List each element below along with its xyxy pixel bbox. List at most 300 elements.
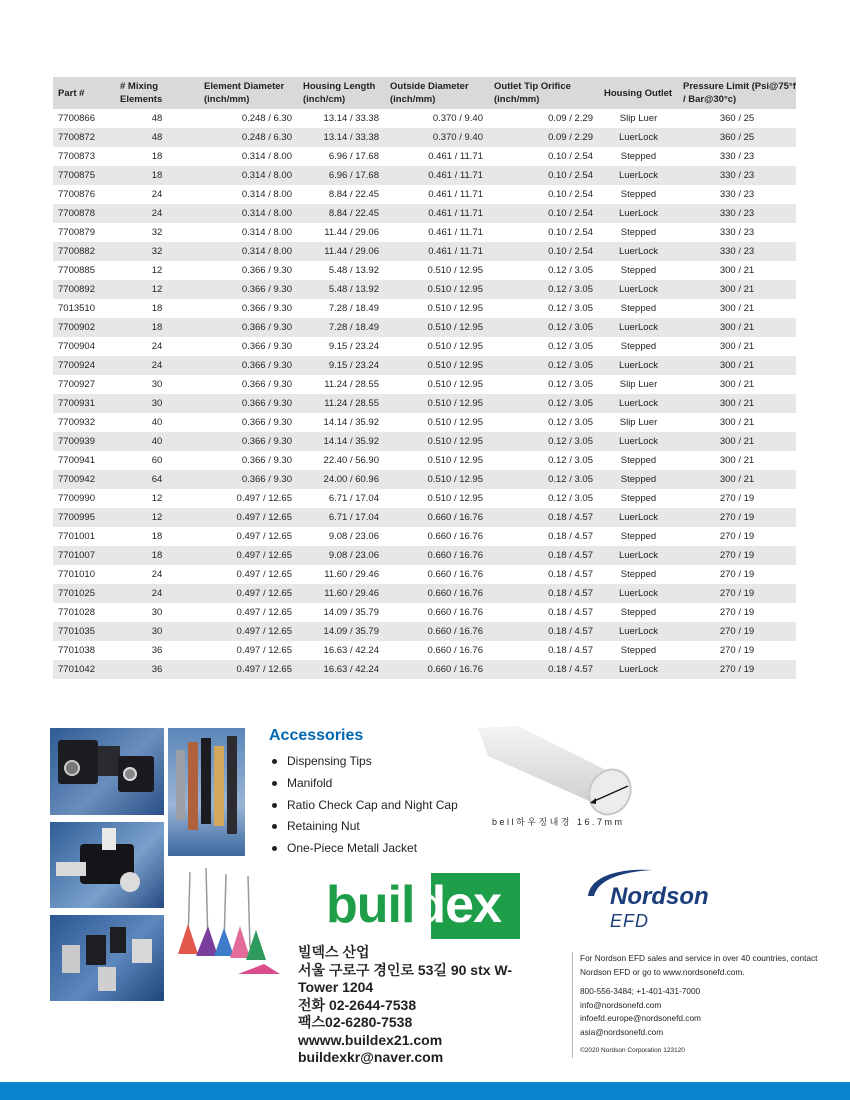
nordson-email[interactable]: info@nordsonefd.com xyxy=(580,999,662,1010)
cell-outside-diameter: 0.660 / 16.76 xyxy=(385,660,489,679)
cell-pressure-limit: 300 / 21 xyxy=(678,318,796,337)
cell-outlet-tip-orifice: 0.09 / 2.29 xyxy=(489,109,599,128)
cell-part: 7700939 xyxy=(53,432,115,451)
cell-part: 7700931 xyxy=(53,394,115,413)
cell-housing-outlet: LuerLock xyxy=(599,166,678,185)
retaining-nut-tubes-photo xyxy=(168,728,245,856)
cell-outside-diameter: 0.461 / 11.71 xyxy=(385,166,489,185)
cell-part: 7700879 xyxy=(53,223,115,242)
cell-housing-length: 24.00 / 60.96 xyxy=(298,470,385,489)
cell-mixing-elements: 12 xyxy=(115,261,199,280)
table-row xyxy=(53,565,796,584)
cell-part: 7700875 xyxy=(53,166,115,185)
cell-pressure-limit: 360 / 25 xyxy=(678,109,796,128)
cell-outlet-tip-orifice: 0.12 / 3.05 xyxy=(489,394,599,413)
cell-outlet-tip-orifice: 0.18 / 4.57 xyxy=(489,641,599,660)
cell-part: 7700941 xyxy=(53,451,115,470)
cell-mixing-elements: 24 xyxy=(115,185,199,204)
cell-outlet-tip-orifice: 0.18 / 4.57 xyxy=(489,546,599,565)
cell-pressure-limit: 300 / 21 xyxy=(678,432,796,451)
cell-part: 7013510 xyxy=(53,299,115,318)
cell-part: 7701010 xyxy=(53,565,115,584)
header-housing-length: Housing Length (inch/cm) xyxy=(298,77,385,109)
cell-element-diameter: 0.314 / 8.00 xyxy=(199,166,298,185)
cell-element-diameter: 0.497 / 12.65 xyxy=(199,603,298,622)
cell-housing-length: 8.84 / 22.45 xyxy=(298,185,385,204)
cell-housing-length: 6.96 / 17.68 xyxy=(298,147,385,166)
cell-outlet-tip-orifice: 0.18 / 4.57 xyxy=(489,603,599,622)
table-row xyxy=(53,375,796,394)
table-row xyxy=(53,432,796,451)
cell-outlet-tip-orifice: 0.18 / 4.57 xyxy=(489,527,599,546)
cell-housing-length: 11.24 / 28.55 xyxy=(298,394,385,413)
cell-outlet-tip-orifice: 0.18 / 4.57 xyxy=(489,660,599,679)
cell-outlet-tip-orifice: 0.18 / 4.57 xyxy=(489,584,599,603)
cell-mixing-elements: 40 xyxy=(115,432,199,451)
buildex-logo-text-b: dex xyxy=(414,876,502,934)
cell-housing-outlet: LuerLock xyxy=(599,622,678,641)
cell-housing-length: 14.14 / 35.92 xyxy=(298,432,385,451)
cell-housing-outlet: Slip Luer xyxy=(599,413,678,432)
table-row xyxy=(53,337,796,356)
nordson-intro: For Nordson EFD sales and service in over 40 countries, contact Nordson EFD or go to www.nordsonefd.com. xyxy=(580,953,818,977)
cell-housing-length: 9.15 / 23.24 xyxy=(298,337,385,356)
cell-outside-diameter: 0.510 / 12.95 xyxy=(385,299,489,318)
cell-pressure-limit: 300 / 21 xyxy=(678,394,796,413)
cell-housing-outlet: Stepped xyxy=(599,603,678,622)
accessories-title: Accessories xyxy=(269,727,364,744)
cell-outlet-tip-orifice: 0.18 / 4.57 xyxy=(489,565,599,584)
cell-pressure-limit: 300 / 21 xyxy=(678,375,796,394)
buildex-website[interactable]: wwww.buildex21.com xyxy=(298,1031,443,1048)
cell-pressure-limit: 300 / 21 xyxy=(678,337,796,356)
cell-housing-length: 11.24 / 28.55 xyxy=(298,375,385,394)
cell-element-diameter: 0.366 / 9.30 xyxy=(199,318,298,337)
cell-pressure-limit: 330 / 23 xyxy=(678,204,796,223)
cell-outlet-tip-orifice: 0.10 / 2.54 xyxy=(489,166,599,185)
cell-housing-outlet: Stepped xyxy=(599,451,678,470)
table-row xyxy=(53,109,796,128)
cell-mixing-elements: 12 xyxy=(115,280,199,299)
cell-housing-length: 6.71 / 17.04 xyxy=(298,508,385,527)
buildex-logo xyxy=(326,873,520,939)
table-row xyxy=(53,261,796,280)
table-row xyxy=(53,394,796,413)
cell-mixing-elements: 24 xyxy=(115,565,199,584)
cell-element-diameter: 0.497 / 12.65 xyxy=(199,508,298,527)
bell-housing-photo xyxy=(478,726,638,826)
cell-outside-diameter: 0.510 / 12.95 xyxy=(385,394,489,413)
cell-pressure-limit: 330 / 23 xyxy=(678,166,796,185)
cell-housing-outlet: Stepped xyxy=(599,641,678,660)
cell-pressure-limit: 300 / 21 xyxy=(678,413,796,432)
cell-pressure-limit: 330 / 23 xyxy=(678,147,796,166)
table-row xyxy=(53,128,796,147)
cell-element-diameter: 0.497 / 12.65 xyxy=(199,660,298,679)
buildex-address-line-2: Tower 1204 xyxy=(298,979,374,995)
mixer-block-photo xyxy=(50,728,164,815)
cell-housing-outlet: LuerLock xyxy=(599,432,678,451)
manifold-photo xyxy=(50,822,164,908)
cell-housing-outlet: Stepped xyxy=(599,261,678,280)
table-row xyxy=(53,413,796,432)
cell-mixing-elements: 12 xyxy=(115,508,199,527)
cell-mixing-elements: 18 xyxy=(115,166,199,185)
cell-pressure-limit: 300 / 21 xyxy=(678,470,796,489)
cell-mixing-elements: 48 xyxy=(115,109,199,128)
buildex-fax: 팩스02-6280-7538 xyxy=(298,1014,413,1030)
accessories-list xyxy=(270,752,458,861)
cell-housing-outlet: Stepped xyxy=(599,147,678,166)
cell-mixing-elements: 24 xyxy=(115,204,199,223)
cell-outside-diameter: 0.510 / 12.95 xyxy=(385,280,489,299)
cell-mixing-elements: 32 xyxy=(115,223,199,242)
buildex-company-name: 빌덱스 산업 xyxy=(298,944,370,960)
cell-element-diameter: 0.314 / 8.00 xyxy=(199,185,298,204)
cell-housing-outlet: LuerLock xyxy=(599,508,678,527)
cell-housing-length: 9.08 / 23.06 xyxy=(298,546,385,565)
cell-mixing-elements: 18 xyxy=(115,147,199,166)
cell-housing-length: 6.96 / 17.68 xyxy=(298,166,385,185)
cell-outside-diameter: 0.510 / 12.95 xyxy=(385,356,489,375)
cell-outside-diameter: 0.660 / 16.76 xyxy=(385,565,489,584)
cell-outlet-tip-orifice: 0.12 / 3.05 xyxy=(489,432,599,451)
cell-outside-diameter: 0.660 / 16.76 xyxy=(385,584,489,603)
cell-housing-length: 22.40 / 56.90 xyxy=(298,451,385,470)
cell-element-diameter: 0.366 / 9.30 xyxy=(199,413,298,432)
buildex-phone: 전화 02-2644-7538 xyxy=(298,996,417,1013)
cell-element-diameter: 0.314 / 8.00 xyxy=(199,204,298,223)
cell-outside-diameter: 0.660 / 16.76 xyxy=(385,508,489,527)
cell-part: 7700882 xyxy=(53,242,115,261)
cell-housing-length: 6.71 / 17.04 xyxy=(298,489,385,508)
cell-element-diameter: 0.314 / 8.00 xyxy=(199,147,298,166)
cell-mixing-elements: 18 xyxy=(115,527,199,546)
cell-housing-length: 11.60 / 29.46 xyxy=(298,565,385,584)
cell-outside-diameter: 0.461 / 11.71 xyxy=(385,147,489,166)
cell-outlet-tip-orifice: 0.12 / 3.05 xyxy=(489,280,599,299)
accessory-item: Dispensing Tips xyxy=(270,752,458,774)
cell-pressure-limit: 270 / 19 xyxy=(678,622,796,641)
cell-outlet-tip-orifice: 0.18 / 4.57 xyxy=(489,622,599,641)
header-mixing-elements: # Mixing Elements xyxy=(115,77,199,109)
cell-element-diameter: 0.497 / 12.65 xyxy=(199,527,298,546)
cell-part: 7701007 xyxy=(53,546,115,565)
cell-part: 7701028 xyxy=(53,603,115,622)
table-row xyxy=(53,641,796,660)
cell-outlet-tip-orifice: 0.10 / 2.54 xyxy=(489,185,599,204)
cell-housing-length: 7.28 / 18.49 xyxy=(298,299,385,318)
cell-housing-length: 5.48 / 13.92 xyxy=(298,261,385,280)
cell-housing-outlet: Stepped xyxy=(599,185,678,204)
cell-element-diameter: 0.366 / 9.30 xyxy=(199,470,298,489)
cell-part: 7701042 xyxy=(53,660,115,679)
cell-housing-outlet: Stepped xyxy=(599,337,678,356)
cell-part: 7700904 xyxy=(53,337,115,356)
cell-housing-outlet: Stepped xyxy=(599,470,678,489)
cell-housing-length: 16.63 / 42.24 xyxy=(298,641,385,660)
cell-part: 7700995 xyxy=(53,508,115,527)
cell-outside-diameter: 0.510 / 12.95 xyxy=(385,375,489,394)
cell-pressure-limit: 300 / 21 xyxy=(678,299,796,318)
accessory-item: Retaining Nut xyxy=(270,817,458,839)
cell-outside-diameter: 0.461 / 11.71 xyxy=(385,185,489,204)
cell-mixing-elements: 30 xyxy=(115,622,199,641)
cell-part: 7700990 xyxy=(53,489,115,508)
cell-outlet-tip-orifice: 0.12 / 3.05 xyxy=(489,451,599,470)
cell-mixing-elements: 24 xyxy=(115,584,199,603)
table-row xyxy=(53,147,796,166)
cell-mixing-elements: 30 xyxy=(115,394,199,413)
cell-part: 7700878 xyxy=(53,204,115,223)
cell-part: 7700892 xyxy=(53,280,115,299)
cell-part: 7700873 xyxy=(53,147,115,166)
cell-mixing-elements: 30 xyxy=(115,375,199,394)
spec-table xyxy=(53,77,796,679)
cell-part: 7701025 xyxy=(53,584,115,603)
cell-part: 7701038 xyxy=(53,641,115,660)
cell-mixing-elements: 18 xyxy=(115,299,199,318)
cell-housing-length: 14.09 / 35.79 xyxy=(298,603,385,622)
cell-element-diameter: 0.366 / 9.30 xyxy=(199,299,298,318)
cell-outside-diameter: 0.510 / 12.95 xyxy=(385,261,489,280)
table-row xyxy=(53,451,796,470)
cell-outside-diameter: 0.510 / 12.95 xyxy=(385,451,489,470)
cell-outlet-tip-orifice: 0.10 / 2.54 xyxy=(489,242,599,261)
cell-housing-length: 9.08 / 23.06 xyxy=(298,527,385,546)
cell-element-diameter: 0.497 / 12.65 xyxy=(199,546,298,565)
table-row xyxy=(53,527,796,546)
buildex-logo-text-a: buil xyxy=(326,876,415,934)
cell-outlet-tip-orifice: 0.12 / 3.05 xyxy=(489,375,599,394)
nordson-contact xyxy=(572,952,820,1058)
cell-pressure-limit: 270 / 19 xyxy=(678,527,796,546)
bell-housing-caption: bell하우징내경 16.7mm xyxy=(492,817,625,827)
cell-part: 7700872 xyxy=(53,128,115,147)
table-row xyxy=(53,603,796,622)
cell-mixing-elements: 60 xyxy=(115,451,199,470)
buildex-contact xyxy=(298,944,512,1067)
table-row xyxy=(53,546,796,565)
accessory-item: Manifold xyxy=(270,774,458,796)
table-row xyxy=(53,584,796,603)
cell-housing-length: 11.44 / 29.06 xyxy=(298,223,385,242)
nordson-logo-text: Nordson xyxy=(610,883,709,910)
cell-outlet-tip-orifice: 0.12 / 3.05 xyxy=(489,413,599,432)
table-row xyxy=(53,299,796,318)
cell-outlet-tip-orifice: 0.12 / 3.05 xyxy=(489,299,599,318)
cell-housing-outlet: Slip Luer xyxy=(599,375,678,394)
cell-housing-length: 13.14 / 33.38 xyxy=(298,109,385,128)
table-row xyxy=(53,356,796,375)
buildex-email[interactable]: buildexkr@naver.com xyxy=(298,1049,444,1065)
header-element-diameter: Element Diameter (inch/mm) xyxy=(199,77,298,109)
cell-part: 7700876 xyxy=(53,185,115,204)
cell-element-diameter: 0.248 / 6.30 xyxy=(199,109,298,128)
cell-housing-outlet: Stepped xyxy=(599,565,678,584)
cell-part: 7700942 xyxy=(53,470,115,489)
cell-element-diameter: 0.497 / 12.65 xyxy=(199,565,298,584)
nuts-fittings-photo xyxy=(50,915,164,1001)
cell-mixing-elements: 36 xyxy=(115,641,199,660)
cell-element-diameter: 0.366 / 9.30 xyxy=(199,261,298,280)
cell-outlet-tip-orifice: 0.09 / 2.29 xyxy=(489,128,599,147)
cell-element-diameter: 0.497 / 12.65 xyxy=(199,622,298,641)
cell-housing-length: 7.28 / 18.49 xyxy=(298,318,385,337)
cell-element-diameter: 0.497 / 12.65 xyxy=(199,584,298,603)
cell-housing-outlet: Stepped xyxy=(599,527,678,546)
cell-outside-diameter: 0.461 / 11.71 xyxy=(385,204,489,223)
cell-pressure-limit: 300 / 21 xyxy=(678,280,796,299)
cell-element-diameter: 0.366 / 9.30 xyxy=(199,356,298,375)
cell-mixing-elements: 12 xyxy=(115,489,199,508)
cell-outlet-tip-orifice: 0.10 / 2.54 xyxy=(489,147,599,166)
table-row xyxy=(53,622,796,641)
cell-element-diameter: 0.248 / 6.30 xyxy=(199,128,298,147)
cell-housing-outlet: LuerLock xyxy=(599,584,678,603)
cell-outside-diameter: 0.660 / 16.76 xyxy=(385,622,489,641)
cell-outside-diameter: 0.510 / 12.95 xyxy=(385,432,489,451)
cell-outlet-tip-orifice: 0.18 / 4.57 xyxy=(489,508,599,527)
cell-pressure-limit: 300 / 21 xyxy=(678,261,796,280)
cell-mixing-elements: 18 xyxy=(115,318,199,337)
accessory-item: One-Piece Metall Jacket xyxy=(270,839,458,861)
cell-outlet-tip-orifice: 0.12 / 3.05 xyxy=(489,489,599,508)
cell-part: 7701035 xyxy=(53,622,115,641)
cell-housing-outlet: LuerLock xyxy=(599,356,678,375)
cell-element-diameter: 0.366 / 9.30 xyxy=(199,432,298,451)
cell-housing-length: 8.84 / 22.45 xyxy=(298,204,385,223)
cell-outlet-tip-orifice: 0.12 / 3.05 xyxy=(489,356,599,375)
cell-outside-diameter: 0.370 / 9.40 xyxy=(385,109,489,128)
table-row xyxy=(53,242,796,261)
cell-housing-outlet: LuerLock xyxy=(599,546,678,565)
cell-outside-diameter: 0.510 / 12.95 xyxy=(385,318,489,337)
cell-housing-outlet: LuerLock xyxy=(599,394,678,413)
buildex-address-line-1: 서울 구로구 경인로 53길 90 stx W- xyxy=(298,961,513,978)
cell-housing-outlet: LuerLock xyxy=(599,660,678,679)
cell-part: 7700924 xyxy=(53,356,115,375)
cell-element-diameter: 0.366 / 9.30 xyxy=(199,394,298,413)
header-housing-outlet: Housing Outlet xyxy=(599,77,678,109)
header-outlet-tip-orifice: Outlet Tip Orifice (inch/mm) xyxy=(489,77,599,109)
table-row xyxy=(53,166,796,185)
cell-mixing-elements: 48 xyxy=(115,128,199,147)
cell-outlet-tip-orifice: 0.12 / 3.05 xyxy=(489,318,599,337)
cell-pressure-limit: 270 / 19 xyxy=(678,508,796,527)
cell-outlet-tip-orifice: 0.12 / 3.05 xyxy=(489,261,599,280)
cell-outside-diameter: 0.660 / 16.76 xyxy=(385,641,489,660)
buildex-logo-text xyxy=(326,875,501,935)
cell-element-diameter: 0.366 / 9.30 xyxy=(199,337,298,356)
cell-element-diameter: 0.497 / 12.65 xyxy=(199,489,298,508)
cell-outside-diameter: 0.461 / 11.71 xyxy=(385,242,489,261)
cell-housing-length: 13.14 / 33.38 xyxy=(298,128,385,147)
cell-pressure-limit: 270 / 19 xyxy=(678,603,796,622)
cell-part: 7700927 xyxy=(53,375,115,394)
cell-pressure-limit: 270 / 19 xyxy=(678,546,796,565)
table-row xyxy=(53,508,796,527)
cell-outlet-tip-orifice: 0.10 / 2.54 xyxy=(489,204,599,223)
cell-pressure-limit: 270 / 19 xyxy=(678,660,796,679)
cell-housing-outlet: LuerLock xyxy=(599,242,678,261)
cell-part: 7700866 xyxy=(53,109,115,128)
cell-outlet-tip-orifice: 0.12 / 3.05 xyxy=(489,337,599,356)
cell-pressure-limit: 270 / 19 xyxy=(678,584,796,603)
nordson-email[interactable]: infoefd.europe@nordsonefd.com xyxy=(580,1013,701,1023)
cell-mixing-elements: 64 xyxy=(115,470,199,489)
cell-housing-length: 11.60 / 29.46 xyxy=(298,584,385,603)
cell-housing-outlet: Stepped xyxy=(599,299,678,318)
cell-pressure-limit: 270 / 19 xyxy=(678,565,796,584)
cell-housing-length: 9.15 / 23.24 xyxy=(298,356,385,375)
cell-element-diameter: 0.366 / 9.30 xyxy=(199,451,298,470)
cell-pressure-limit: 330 / 23 xyxy=(678,185,796,204)
table-header-row xyxy=(53,77,796,109)
cell-outside-diameter: 0.660 / 16.76 xyxy=(385,546,489,565)
cell-mixing-elements: 18 xyxy=(115,546,199,565)
cell-part: 7701001 xyxy=(53,527,115,546)
dispensing-tips-photo xyxy=(168,864,288,992)
table-row xyxy=(53,489,796,508)
header-pressure-limit: Pressure Limit (Psi@75°f / Bar@30°c) xyxy=(678,77,796,109)
cell-housing-outlet: LuerLock xyxy=(599,318,678,337)
cell-housing-length: 14.14 / 35.92 xyxy=(298,413,385,432)
cell-mixing-elements: 32 xyxy=(115,242,199,261)
cell-housing-outlet: Stepped xyxy=(599,223,678,242)
cell-housing-outlet: Stepped xyxy=(599,489,678,508)
table-body xyxy=(53,109,796,679)
cell-outlet-tip-orifice: 0.10 / 2.54 xyxy=(489,223,599,242)
cell-housing-outlet: LuerLock xyxy=(599,128,678,147)
nordson-efd-text: EFD xyxy=(610,911,649,931)
cell-outside-diameter: 0.461 / 11.71 xyxy=(385,223,489,242)
cell-mixing-elements: 40 xyxy=(115,413,199,432)
cell-pressure-limit: 360 / 25 xyxy=(678,128,796,147)
table-row xyxy=(53,318,796,337)
cell-element-diameter: 0.314 / 8.00 xyxy=(199,242,298,261)
cell-element-diameter: 0.366 / 9.30 xyxy=(199,280,298,299)
cell-housing-length: 5.48 / 13.92 xyxy=(298,280,385,299)
cell-pressure-limit: 300 / 21 xyxy=(678,451,796,470)
cell-element-diameter: 0.366 / 9.30 xyxy=(199,375,298,394)
cell-outlet-tip-orifice: 0.12 / 3.05 xyxy=(489,470,599,489)
nordson-copyright: ©2020 Nordson Corporation 123120 xyxy=(580,1047,685,1054)
nordson-email[interactable]: asia@nordsonefd.com xyxy=(580,1026,664,1037)
cell-housing-outlet: LuerLock xyxy=(599,204,678,223)
cell-element-diameter: 0.497 / 12.65 xyxy=(199,641,298,660)
cell-outside-diameter: 0.510 / 12.95 xyxy=(385,413,489,432)
cell-housing-outlet: LuerLock xyxy=(599,280,678,299)
cell-outside-diameter: 0.510 / 12.95 xyxy=(385,489,489,508)
cell-mixing-elements: 36 xyxy=(115,660,199,679)
cell-housing-length: 14.09 / 35.79 xyxy=(298,622,385,641)
table-row xyxy=(53,223,796,242)
cell-outside-diameter: 0.660 / 16.76 xyxy=(385,527,489,546)
table-row xyxy=(53,185,796,204)
table-row xyxy=(53,280,796,299)
table-row xyxy=(53,204,796,223)
cell-pressure-limit: 330 / 23 xyxy=(678,223,796,242)
cell-pressure-limit: 330 / 23 xyxy=(678,242,796,261)
table-row xyxy=(53,470,796,489)
header-outside-diameter: Outside Diameter (inch/mm) xyxy=(385,77,489,109)
cell-part: 7700902 xyxy=(53,318,115,337)
cell-pressure-limit: 270 / 19 xyxy=(678,489,796,508)
cell-mixing-elements: 24 xyxy=(115,356,199,375)
cell-outside-diameter: 0.660 / 16.76 xyxy=(385,603,489,622)
cell-outside-diameter: 0.510 / 12.95 xyxy=(385,470,489,489)
